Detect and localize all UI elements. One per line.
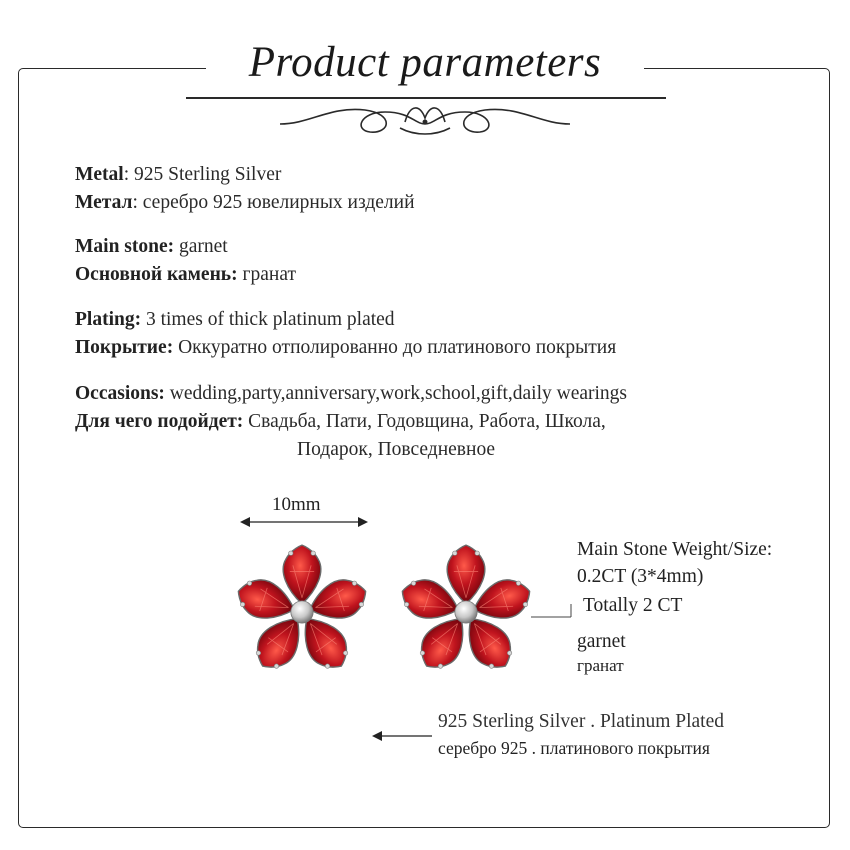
- stone-line-ru: [75, 264, 296, 286]
- total-weight-value: Totally 2 CT: [583, 595, 683, 616]
- metal-line-en: [75, 164, 281, 186]
- stone-name-en: garnet: [577, 631, 626, 652]
- plating-line-en: [75, 309, 395, 331]
- plating-line-ru: [75, 337, 616, 359]
- material-label-en: 925 Sterling Silver . Platinum Plated: [438, 711, 724, 732]
- stone-value-en: garnet: [174, 236, 228, 257]
- occasions-line-en: [75, 383, 627, 405]
- plating-value-ru: Оккуратно отполированно до платинового покрытия: [173, 337, 617, 358]
- occasions-label-ru: Для чего подойдет:: [75, 411, 244, 432]
- page-title: Product parameters: [248, 39, 602, 86]
- metal-value-en: : 925 Sterling Silver: [123, 164, 282, 185]
- width-arrow-icon: [238, 514, 370, 530]
- flourish-ornament-icon: [270, 98, 580, 140]
- stone-weight-label: Main Stone Weight/Size:: [577, 539, 773, 560]
- occasions-line-ru: [75, 411, 606, 433]
- stone-value-ru: гранат: [237, 264, 297, 285]
- stone-size-value: 0.2CT (3*4mm): [577, 566, 704, 587]
- earring-left-image: [226, 536, 378, 688]
- callout-line-icon: [530, 603, 572, 627]
- occasions-value-en: wedding,party,anniversary,work,school,gift,daily wearings: [164, 383, 628, 404]
- occasions-label-en: Occasions:: [75, 383, 165, 404]
- stone-name-ru: гранат: [577, 656, 624, 675]
- plating-value-en: 3 times of thick platinum plated: [141, 309, 395, 330]
- stone-label-ru: Основной камень:: [75, 264, 238, 285]
- plating-label-en: Plating:: [75, 309, 142, 330]
- metal-label-en: Metal: [75, 164, 124, 185]
- material-label-ru: серебро 925 . платинового покрытия: [438, 738, 710, 758]
- occasions-value-ru: Свадьба, Пати, Годовщина, Работа, Школа,: [243, 411, 606, 432]
- metal-label-ru: Метал: [75, 192, 133, 213]
- metal-line-ru: [75, 192, 415, 214]
- occasions-line-ru-2: Подарок, Повседневное: [297, 439, 496, 460]
- left-arrow-icon: [370, 728, 434, 744]
- earring-right-image: [390, 536, 542, 688]
- width-label: 10mm: [272, 494, 321, 515]
- stone-line-en: [75, 236, 228, 258]
- stone-label-en: Main stone:: [75, 236, 175, 257]
- metal-value-ru: : серебро 925 ювелирных изделий: [132, 192, 415, 213]
- plating-label-ru: Покрытие:: [75, 337, 174, 358]
